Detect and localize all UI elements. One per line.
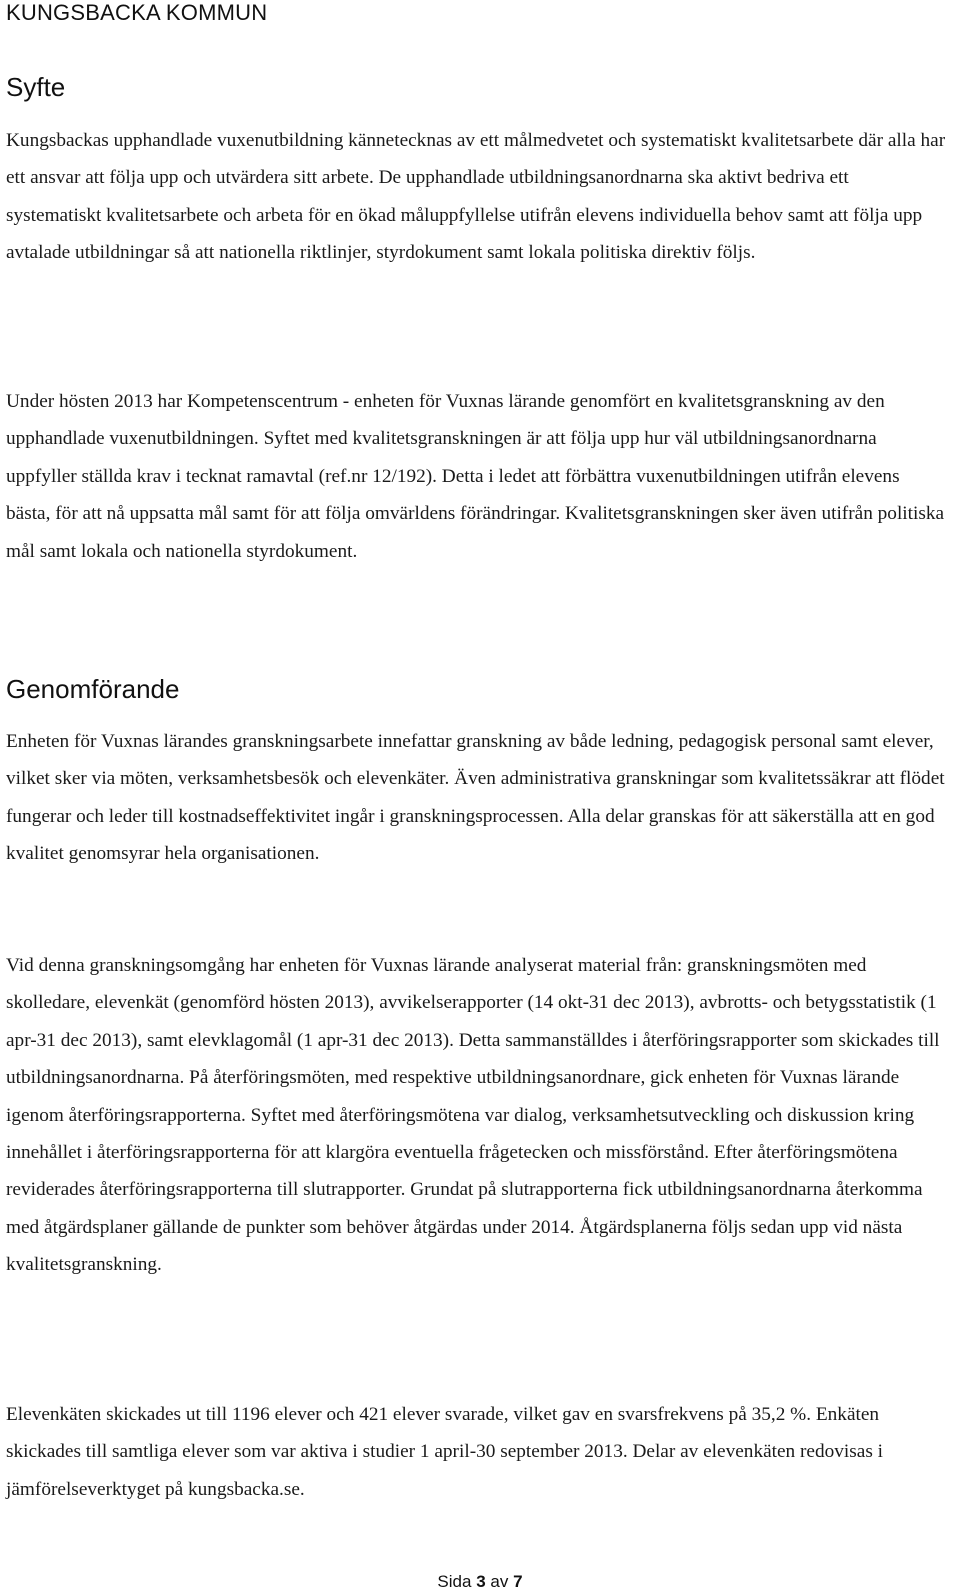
paragraph-syfte-1: Kungsbackas upphandlade vuxenutbildning kännetecknas av ett målmedvetet och systematiskt kvalitetsarbete där alla har ett ansvar att följa upp och utvärdera sitt arbete. De upphandlade utbildningsanordnarna ska aktivt bedriva ett systematiskt kvalitetsarbete och arbeta för en ökad måluppfyllelse utifrån elevens individuella behov samt att följa upp avtalade utbildningar så att nationella riktlinjer, styrdokument samt lokala politiska direktiv följs. [6, 130, 946, 264]
page-current: 3 [476, 1572, 486, 1591]
paragraph-syfte-2: Under hösten 2013 har Kompetenscentrum - enheten för Vuxnas lärande genomfört en kvalitetsgranskning av den upphandlade vuxenutbildningen. Syftet med kvalitetsgranskningen är att följa upp hur väl utbildningsanordnarna uppfyller ställda krav i tecknat ramavtal (ref.nr 12/192). Detta i ledet att förbättra vuxenutbildningen utifrån elevens bästa, för att nå uppsatta mål samt för att följa omvärldens förändringar. Kvalitetsgranskningen sker även utifrån politiska mål samt lokala och nationella styrdokument. [6, 391, 945, 562]
paragraph-genomforande-1: Enheten för Vuxnas lärandes granskningsarbete innefattar granskning av både ledning, pedagogisk personal samt elever, vilket sker via möten, verksamhetsbesök och elevenkäter. Även administrativa granskningar som kvalitetssäkrar att flödet fungerar och leder till kostnadseffektivitet ingår i granskningsprocessen. Alla delar granskas för att säkerställa att en god kvalitet genomsyrar hela organisationen. [6, 731, 945, 865]
paragraph-genomforande-3: Elevenkäten skickades ut till 1196 elever och 421 elever svarade, vilket gav en svarsfrekvens på 35,2 %. Enkäten skickades till samtliga elever som var aktiva i studier 1 april-30 september 2013. Delar av elevenkäten redovisas i jämförelseverktyget på kungsbacka.se. [6, 1404, 884, 1500]
paragraph-genomforande-2: Vid denna granskningsomgång har enheten för Vuxnas lärande analyserat material från: granskningsmöten med skolledare, elevenkät (genomförd hösten 2013), avvikelserapporter (14 okt-31 dec 2013), avbrotts- och betygsstatistik (1 apr-31 dec 2013), samt elevklagomål (1 apr-31 dec 2013). Detta sammanställdes i återföringsrapporter som skickades till utbildningsanordnarna. På återföringsmöten, med respektive utbildningsanordnare, gick enheten för Vuxnas lärande igenom återföringsrapporterna. Syftet med återföringsmötena var dialog, verksamhetsutveckling och diskussion kring innehållet i återföringsrapporterna för att klargöra eventuella frågetecken och missförstånd. Efter återföringsmötena reviderades återföringsrapporterna till slutrapporter. Grundat på slutrapporterna fick utbildningsanordnarna återkomma med åtgärdsplaner gällande de punkter som behöver åtgärdas under 2014. Åtgärdsplanerna följs sedan upp vid nästa kvalitetsgranskning. [6, 955, 940, 1276]
page-label: Sida [437, 1572, 472, 1591]
page-number [0, 1572, 960, 1592]
section-heading-syfte: Syfte [6, 72, 66, 102]
page-total: 7 [513, 1572, 523, 1591]
page-of: av [490, 1572, 509, 1591]
section-heading-genomforande: Genomförande [6, 674, 180, 704]
organization-header: KUNGSBACKA KOMMUN [6, 0, 268, 25]
